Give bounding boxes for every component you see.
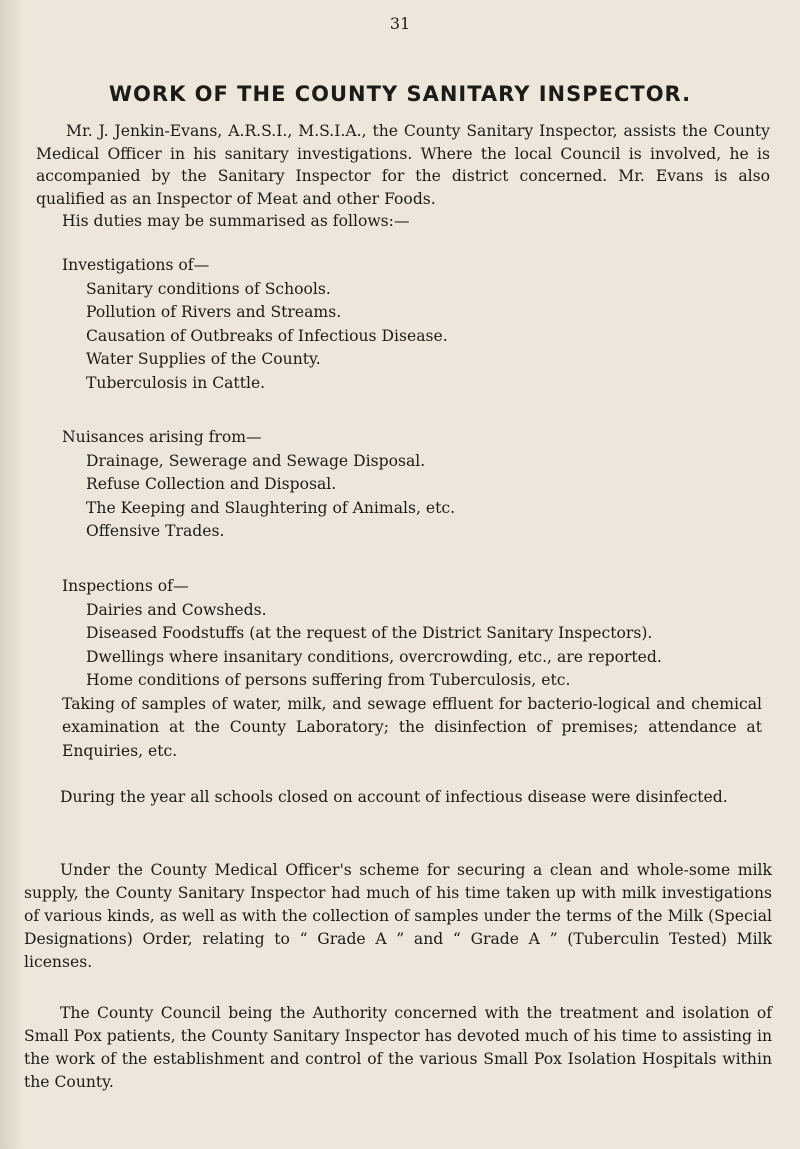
intro-paragraph: Mr. J. Jenkin-Evans, A.R.S.I., M.S.I.A., the County Sanitary Inspector, assists the County Medical Officer in his sanitary investigations. Where the local Council is involved, he is accompanied by the Sanitary Inspector for the district concerned. Mr. Evans is also qualified as an Inspector of Meat and other Foods. — [36, 122, 770, 208]
inspections-group — [62, 575, 762, 763]
list-item: Water Supplies of the County. — [86, 350, 321, 368]
list-item: Drainage, Sewerage and Sewage Disposal. — [86, 451, 426, 470]
page-title: WORK OF THE COUNTY SANITARY INSPECTOR. — [108, 82, 692, 106]
list-item: Sanitary conditions of Schools. — [86, 279, 331, 298]
investigations-group — [62, 254, 762, 395]
list-item: Dairies and Cowsheds. — [86, 600, 267, 619]
list-item: Home conditions of persons suffering from Tuberculosis, etc. — [86, 671, 571, 689]
group-heading: Inspections of— — [62, 577, 189, 595]
group-heading: Nuisances arising from— — [62, 428, 262, 446]
list-item: Offensive Trades. — [86, 522, 225, 540]
list-item: Diseased Foodstuffs (at the request of the District Sanitary Inspectors). — [86, 624, 653, 642]
list-item: Causation of Outbreaks of Infectious Disease. — [86, 326, 448, 345]
list-item: Pollution of Rivers and Streams. — [86, 303, 342, 321]
list-item: The Keeping and Slaughtering of Animals, etc. — [86, 498, 456, 517]
list-item: Refuse Collection and Disposal. — [86, 475, 337, 493]
sampling-note: Taking of samples of water, milk, and sewage effluent for bacterio-logical and chemical examination at the County Laboratory; the disinfection of premises; attendance at Enquiries, etc. — [62, 694, 762, 760]
nuisances-group — [62, 426, 762, 544]
milk-paragraph: Under the County Medical Officer's scheme for securing a clean and whole-some milk supply, the County Sanitary Inspector had much of his time taken up with milk investigations of various kinds, as well as with the collection of samples under the terms of the Milk (Special Designations) Order, relating to “ Grade A ” and “ Grade A ” (Tuberculin Tested) Milk licenses. — [24, 861, 772, 971]
duties-intro: His duties may be summarised as follows:— — [62, 212, 410, 230]
list-item: Tuberculosis in Cattle. — [86, 373, 266, 392]
page-number: 31 — [389, 14, 411, 33]
group-heading: Investigations of— — [62, 256, 210, 274]
list-item: Dwellings where insanitary conditions, overcrowding, etc., are reported. — [86, 647, 662, 666]
schools-paragraph: During the year all schools closed on account of infectious disease were disinfected. — [60, 788, 728, 806]
smallpox-paragraph: The County Council being the Authority concerned with the treatment and isolation of Small Pox patients, the County Sanitary Inspector has devoted much of his time to assisting in the work of the establishment and control of the various Small Pox Isolation Hospitals within the County. — [24, 1004, 772, 1091]
page-edge-shadow — [0, 0, 24, 1149]
